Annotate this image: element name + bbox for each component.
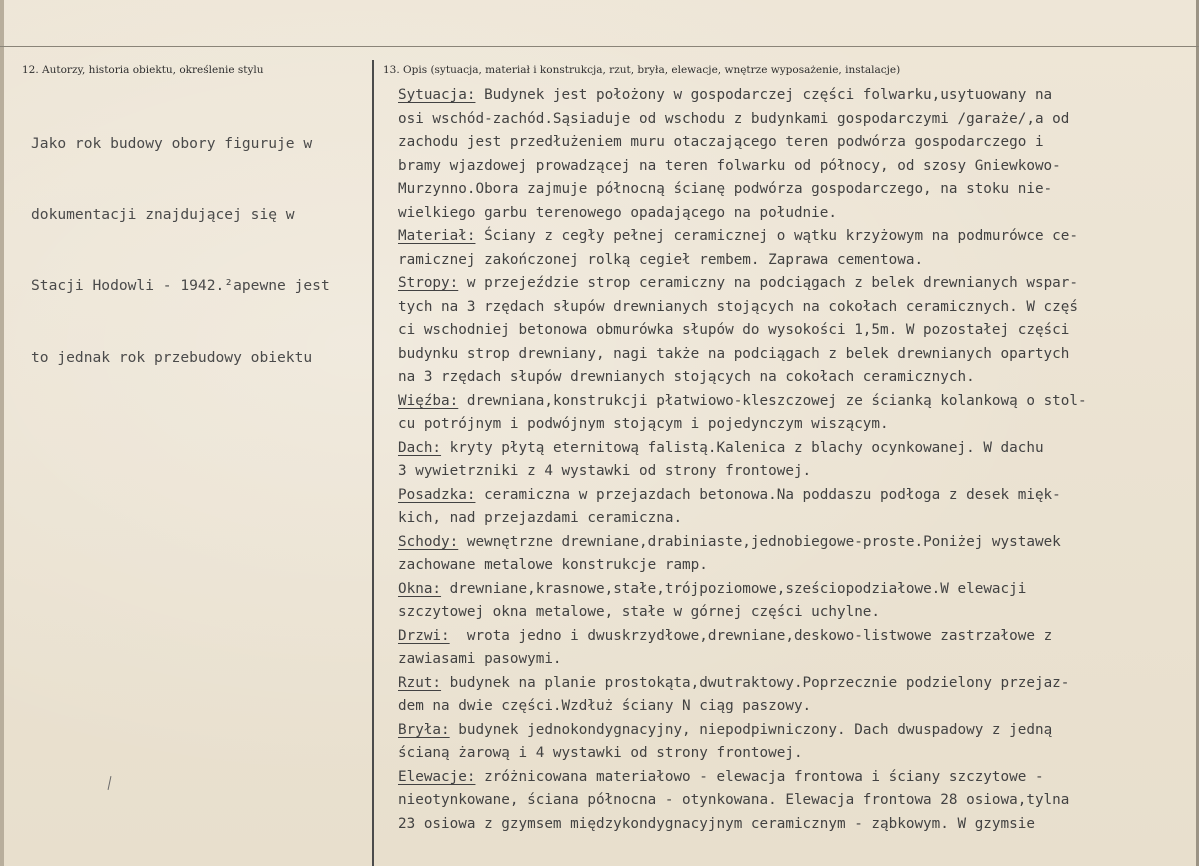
description-line (398, 131, 1193, 155)
description-section (398, 437, 1193, 484)
section-label: Więźba: (398, 392, 459, 409)
pen-mark (108, 776, 112, 790)
description-line (398, 672, 1193, 696)
description-line (398, 578, 1193, 602)
description-line (398, 296, 1193, 320)
line-text: budynek jednokondygnacyjny, niepodpiwniczony. Dach dwuspadowy z jedną (449, 721, 1053, 738)
description-text (398, 84, 1193, 836)
line-text: kryty płytą eternitową falistą.Kalenica z blachy ocynkowanej. W dachu (441, 439, 1044, 456)
line-text: ścianą żarową i 4 wystawki od strony frontowej. (398, 745, 803, 761)
line-text: na 3 rzędach słupów drewnianych stojących na cokołach ceramicznych. (398, 369, 975, 385)
description-line (398, 225, 1193, 249)
description-line (398, 202, 1193, 226)
description-line (398, 766, 1193, 790)
section-label: Elewacje: (398, 768, 476, 785)
description-line (398, 390, 1193, 414)
section-label: Stropy: (398, 275, 459, 291)
description-line (398, 484, 1193, 508)
line-text: dem na dwie części.Wzdłuż ściany N ciąg paszowy. (398, 698, 812, 714)
line-text: wielkiego garbu terenowego opadającego na południe. (398, 204, 837, 221)
line-text: drewniane,krasnowe,stałe,trójpoziomowe,sześciopodziałowe.W elewacji (441, 580, 1027, 597)
line-text: bramy wjazdowej prowadzącej na teren folwarku od północy, od szosy Gniewkowo- (398, 157, 1061, 174)
line-text: nieotynkowane, ściana północna - otynkowana. Elewacja frontowa 28 osiowa,tylna (398, 792, 1070, 808)
line-text: wrota jedno i dwuskrzydłowe,drewniane,deskowo-listwowe zastrzałowe z (449, 627, 1053, 644)
page-left-edge (0, 0, 4, 866)
description-line (398, 343, 1193, 367)
description-line (398, 648, 1193, 672)
history-line: dokumentacji znajdującej się w (31, 205, 295, 223)
description-line (398, 625, 1193, 649)
history-text (31, 84, 371, 417)
line-text: tych na 3 rzędach słupów drewnianych stojących na cokołach ceramicznych. W częś (398, 298, 1078, 315)
description-line (398, 108, 1193, 132)
description-line (398, 813, 1193, 837)
section-label: Schody: (398, 533, 459, 550)
description-section (398, 719, 1193, 766)
line-text: budynku strop drewniany, nagi także na podciągach z belek drewnianych opartych (398, 345, 1070, 362)
description-section (398, 625, 1193, 672)
line-text: w przejeździe strop ceramiczny na podciągach z belek drewnianych wspar- (458, 275, 1079, 291)
description-section (398, 390, 1193, 437)
description-line (398, 178, 1193, 202)
line-text: Ściany z cegły pełnej ceramicznej o wątku krzyżowym na podmurówce ce- (475, 228, 1078, 244)
section-label: Rzut: (398, 674, 442, 691)
description-line (398, 155, 1193, 179)
description-section (398, 225, 1193, 272)
line-text: Murzynno.Obora zajmuje północną ścianę podwórza gospodarczego, na stoku nie- (398, 181, 1053, 197)
line-text: budynek na planie prostokąta,dwutraktowy.Poprzecznie podzielony przejaz- (441, 674, 1070, 691)
section-label: Posadzka: (398, 486, 476, 503)
line-text: ramicznej zakończonej rolką cegieł rembem. Zaprawa cementowa. (398, 251, 924, 268)
description-line (398, 719, 1193, 743)
description-section (398, 766, 1193, 837)
description-line (398, 413, 1193, 437)
line-text: zróżnicowana materiałowo - elewacja frontowa i ściany szczytowe - (475, 768, 1044, 785)
description-section (398, 531, 1193, 578)
line-text: kich, nad przejazdami ceramiczna. (398, 510, 683, 526)
description-line (398, 601, 1193, 625)
description-line (398, 319, 1193, 343)
description-section (398, 84, 1193, 225)
description-line (398, 84, 1193, 108)
description-line (398, 272, 1193, 296)
history-line: Jako rok budowy obory figuruje w (31, 134, 313, 152)
line-text: szczytowej okna metalowe, stałe w górnej części uchylne. (398, 604, 881, 620)
line-text: drewniana,konstrukcji płatwiowo-kleszczowej ze ścianką kolankową o stol- (458, 392, 1087, 409)
line-text: Budynek jest położony w gospodarczej części folwarku,usytuowany na (475, 87, 1053, 103)
section-13-heading: 13. Opis (sytuacja, materiał i konstrukcja, rzut, bryła, elewacje, wnętrze wyposażenie, instalacje) (383, 64, 901, 76)
section-label: Materiał: (398, 228, 476, 244)
section-label: Dach: (398, 439, 442, 456)
description-line (398, 437, 1193, 461)
description-line (398, 366, 1193, 390)
line-text: 3 wywietrzniki z 4 wystawki od strony frontowej. (398, 463, 812, 479)
history-line: Stacji Hodowli - 1942.²apewne jest (31, 277, 330, 295)
line-text: cu potrójnym i podwójnym stojącym i pojedynczym wiszącym. (398, 416, 889, 432)
description-line (398, 695, 1193, 719)
top-rule (0, 46, 1199, 47)
line-text: zachowane metalowe konstrukcje ramp. (398, 557, 708, 573)
description-line (398, 460, 1193, 484)
section-label: Okna: (398, 580, 442, 597)
description-section (398, 484, 1193, 531)
description-line (398, 507, 1193, 531)
line-text: osi wschód-zachód.Sąsiaduje od wschodu z budynkami gospodarczymi /garaże/,a od (398, 110, 1070, 127)
line-text: ceramiczna w przejazdach betonowa.Na poddaszu podłoga z desek mięk- (475, 486, 1061, 503)
description-section (398, 578, 1193, 625)
section-label: Bryła: (398, 721, 450, 738)
line-text: wewnętrzne drewniane,drabiniaste,jednobiegowe-proste.Poniżej wystawek (458, 533, 1061, 550)
line-text: zawiasami pasowymi. (398, 651, 562, 667)
history-line: to jednak rok przebudowy obiektu (31, 348, 313, 366)
description-line (398, 742, 1193, 766)
line-text: ci wschodniej betonowa obmurówka słupów do wysokości 1,5m. W pozostałej części (398, 322, 1070, 338)
column-divider (372, 60, 374, 866)
description-line (398, 554, 1193, 578)
description-section (398, 672, 1193, 719)
line-text: zachodu jest przedłużeniem muru otaczającego teren podwórza gospodarczego i (398, 134, 1044, 150)
section-label: Drzwi: (398, 627, 450, 644)
description-line (398, 789, 1193, 813)
section-label: Sytuacja: (398, 87, 476, 103)
description-section (398, 272, 1193, 390)
description-line (398, 249, 1193, 273)
section-12-heading: 12. Autorzy, historia obiektu, określenie stylu (22, 64, 264, 76)
description-line (398, 531, 1193, 555)
line-text: 23 osiowa z gzymsem międzykondygnacyjnym ceramicznym - ząbkowym. W gzymsie (398, 815, 1035, 832)
